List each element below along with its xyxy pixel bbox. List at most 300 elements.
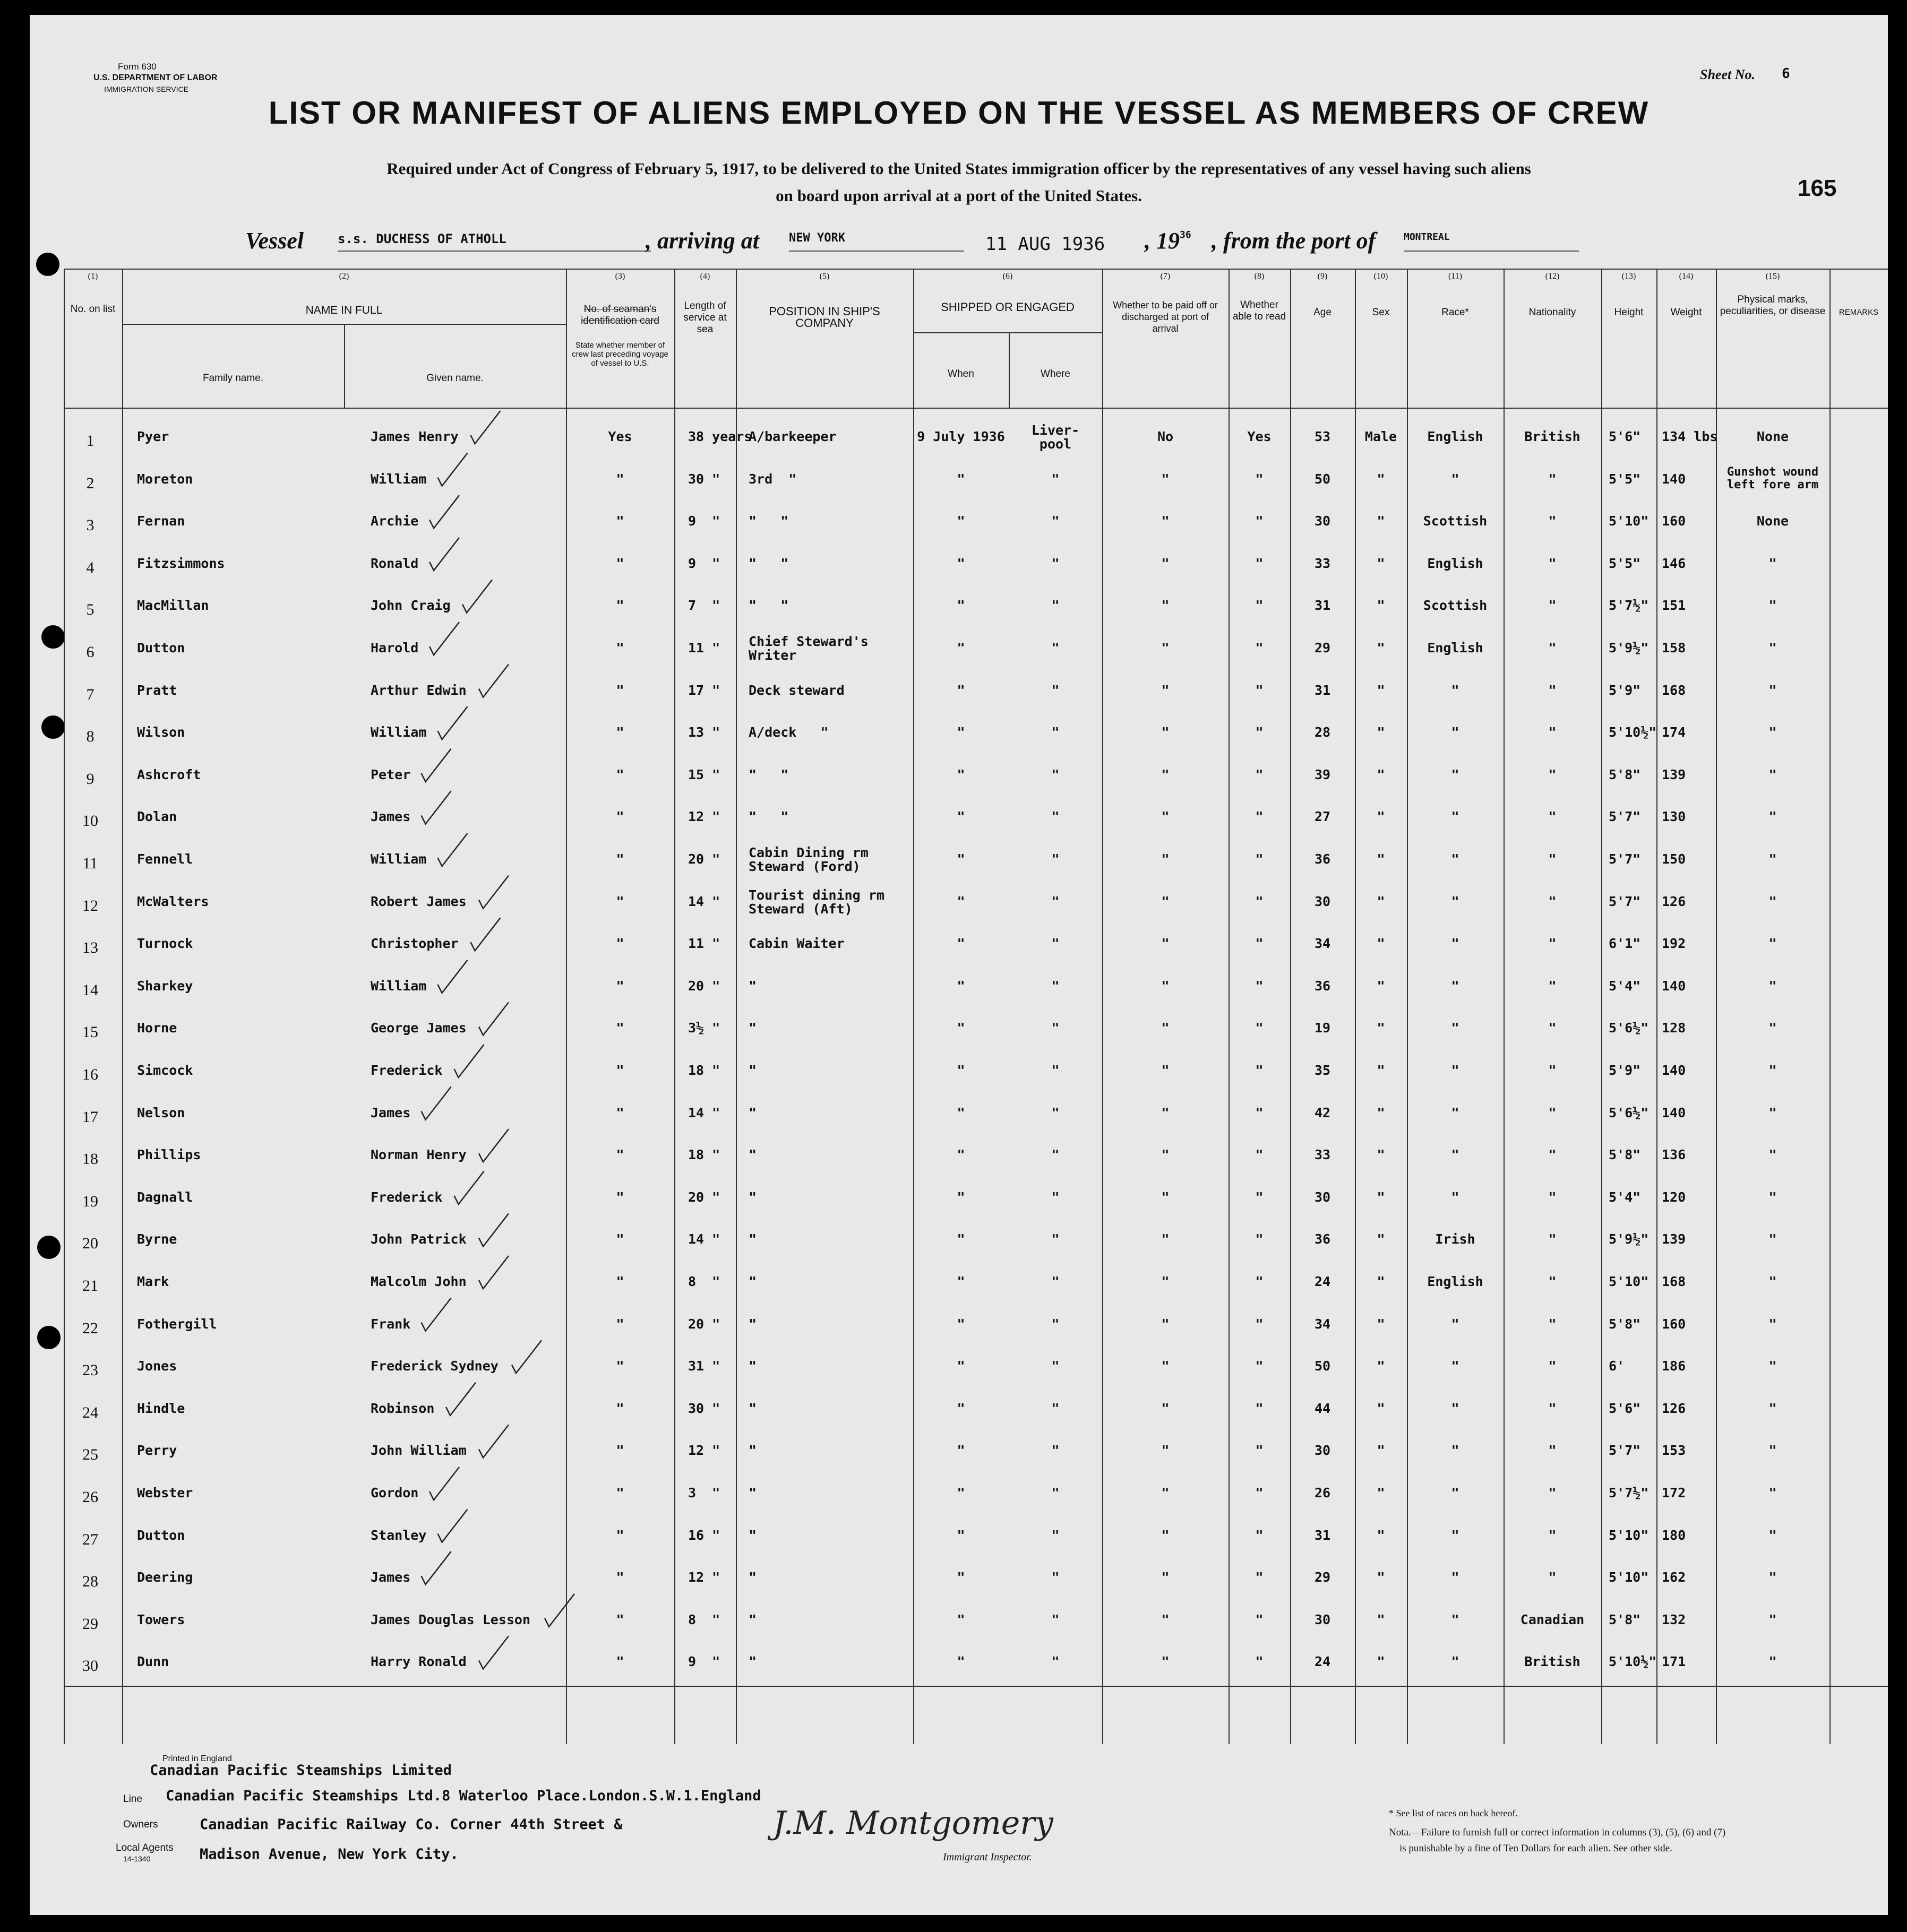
service-length: 18 ": [688, 1147, 720, 1163]
able-to-read: ": [1255, 1316, 1264, 1332]
shipped-where: ": [1051, 1443, 1060, 1459]
nationality: ": [1548, 1063, 1557, 1078]
position: A/deck ": [749, 724, 829, 740]
row-number: 26: [82, 1488, 98, 1506]
height: 6': [1609, 1358, 1625, 1374]
sheet-label: Sheet No.: [1700, 67, 1755, 82]
nationality: ": [1548, 682, 1557, 698]
prev-voyage: ": [616, 471, 624, 487]
service-length: 11 ": [688, 936, 720, 952]
age: 30: [1314, 893, 1331, 909]
prev-voyage: ": [616, 513, 624, 529]
check-mark: [479, 1002, 509, 1035]
row-number: 3: [86, 516, 95, 534]
col-when-header: When: [948, 368, 974, 380]
family-name: McWalters: [137, 893, 209, 909]
able-to-read: ": [1255, 555, 1264, 571]
check-mark: [438, 1510, 468, 1542]
given-name: Gordon: [371, 1485, 419, 1500]
col-remarks-header: REMARKS: [1839, 308, 1879, 317]
age: 24: [1314, 1274, 1331, 1289]
height: 5'5": [1609, 471, 1641, 487]
service-length: 14 ": [688, 1105, 720, 1120]
service-length: 14 ": [688, 893, 720, 909]
row-number: 28: [82, 1573, 98, 1591]
nationality: ": [1548, 724, 1557, 740]
physical-marks: ": [1768, 1485, 1777, 1500]
printed-note: Printed in England: [162, 1754, 232, 1763]
check-mark: [422, 749, 451, 782]
check-mark: [429, 495, 459, 528]
prev-voyage: ": [616, 766, 624, 782]
given-name: William: [371, 851, 427, 867]
height: 5'6": [1609, 429, 1641, 444]
age: 31: [1314, 682, 1331, 698]
sex: ": [1377, 1358, 1385, 1374]
row-number: 19: [82, 1192, 98, 1210]
shipped-when: ": [957, 1063, 965, 1078]
prev-voyage: ": [616, 1654, 624, 1670]
physical-marks: ": [1768, 1147, 1777, 1163]
weight: 132: [1662, 1611, 1686, 1627]
col-shipped-header: SHIPPED OR ENGAGED: [941, 300, 1075, 314]
nationality: ": [1548, 766, 1557, 782]
able-to-read: ": [1255, 1020, 1264, 1036]
col-sex-header: Sex: [1372, 307, 1390, 318]
position: ": [749, 1358, 757, 1374]
paid-off: ": [1161, 1105, 1170, 1120]
paid-off: ": [1161, 1654, 1170, 1670]
family-name: Dolan: [137, 809, 177, 825]
able-to-read: ": [1255, 724, 1264, 740]
sex: ": [1377, 640, 1385, 656]
line-address: Canadian Pacific Steamships Ltd.8 Waterloo Place.London.S.W.1.England: [166, 1788, 761, 1804]
position: ": [749, 1400, 757, 1416]
prev-voyage: ": [616, 936, 624, 952]
given-name: Frederick Sydney: [371, 1358, 499, 1374]
prev-voyage: ": [616, 1400, 624, 1416]
paid-off: ": [1161, 809, 1170, 825]
shipped-when: ": [957, 1400, 965, 1416]
row-number: 14: [82, 981, 98, 999]
weight: 168: [1662, 682, 1686, 698]
row-number: 7: [86, 685, 95, 703]
given-name: James: [371, 1105, 411, 1120]
prev-voyage: ": [616, 1527, 624, 1543]
height: 5'10": [1609, 1274, 1649, 1289]
shipped-where: ": [1051, 1316, 1060, 1332]
sex: ": [1377, 851, 1385, 867]
service-length: 30 ": [688, 471, 720, 487]
row-number: 12: [82, 896, 98, 915]
physical-marks: ": [1768, 1611, 1777, 1627]
given-name: James Douglas Lesson: [371, 1611, 531, 1627]
able-to-read: ": [1255, 978, 1264, 994]
position: ": [749, 1569, 757, 1585]
physical-marks: ": [1768, 893, 1777, 909]
shipped-when: ": [957, 936, 965, 952]
shipped-when: ": [957, 1020, 965, 1036]
row-number: 22: [82, 1319, 98, 1337]
nationality: ": [1548, 1485, 1557, 1500]
height: 5'6": [1609, 1400, 1641, 1416]
nationality: British: [1524, 1654, 1580, 1670]
able-to-read: ": [1255, 893, 1264, 909]
race: ": [1451, 1358, 1459, 1374]
weight: 160: [1662, 1316, 1686, 1332]
able-to-read: ": [1255, 1611, 1264, 1627]
prev-voyage: ": [616, 598, 624, 614]
position: Chief Steward's Writer: [749, 634, 869, 663]
given-name: Robert James: [371, 893, 467, 909]
from-port-underline: [1404, 251, 1579, 252]
shipped-when: ": [957, 1611, 965, 1627]
year-label: , 19: [1145, 228, 1180, 254]
weight: 168: [1662, 1274, 1686, 1289]
paid-off: ": [1161, 1485, 1170, 1500]
race: ": [1451, 1569, 1459, 1585]
owners-value: Canadian Pacific Railway Co. Corner 44th Street &: [200, 1816, 623, 1833]
shipped-where: ": [1051, 1611, 1060, 1627]
weight: 128: [1662, 1020, 1686, 1036]
family-name: Fitzsimmons: [137, 555, 225, 571]
check-mark: [422, 1298, 451, 1331]
shipped-where: ": [1051, 1358, 1060, 1374]
shipped-when: ": [957, 1316, 965, 1332]
family-name: Horne: [137, 1020, 177, 1036]
prev-voyage: ": [616, 1147, 624, 1163]
nationality: ": [1548, 809, 1557, 825]
family-name: Hindle: [137, 1400, 185, 1416]
shipped-when: ": [957, 851, 965, 867]
shipped-when: ": [957, 809, 965, 825]
family-name: Phillips: [137, 1147, 201, 1163]
service-length: 20 ": [688, 851, 720, 867]
age: 44: [1314, 1400, 1331, 1416]
shipped-when: ": [957, 766, 965, 782]
given-name: Ronald: [371, 555, 419, 571]
subtitle-line-1: Required under Act of Congress of February 5, 1917, to be delivered to the United States immigration officer by the representatives of any vessel having such aliens: [386, 159, 1531, 178]
nationality: ": [1548, 1189, 1557, 1205]
nationality: Canadian: [1520, 1611, 1585, 1627]
age: 30: [1314, 513, 1331, 529]
height: 5'7": [1609, 1443, 1641, 1459]
age: 30: [1314, 1611, 1331, 1627]
nationality: ": [1548, 555, 1557, 571]
shipped-where: ": [1051, 1400, 1060, 1416]
physical-marks: ": [1768, 1316, 1777, 1332]
weight: 140: [1662, 471, 1686, 487]
able-to-read: ": [1255, 513, 1264, 529]
shipped-when: ": [957, 1485, 965, 1500]
family-name: Fernan: [137, 513, 185, 529]
prev-voyage: ": [616, 1105, 624, 1120]
race: ": [1451, 1189, 1459, 1205]
paid-off: ": [1161, 1063, 1170, 1078]
given-name: Malcolm John: [371, 1274, 467, 1289]
paid-off: ": [1161, 598, 1170, 614]
age: 31: [1314, 598, 1331, 614]
given-name: Norman Henry: [371, 1147, 467, 1163]
paid-off: No: [1157, 429, 1174, 444]
service-length: 38 years: [688, 429, 752, 444]
able-to-read: ": [1255, 1654, 1264, 1670]
shipped-when: ": [957, 724, 965, 740]
given-name: Archie: [371, 513, 419, 529]
weight: 192: [1662, 936, 1686, 952]
weight: 162: [1662, 1569, 1686, 1585]
check-marks: [64, 269, 1888, 1744]
race: ": [1451, 1316, 1459, 1332]
weight: 139: [1662, 766, 1686, 782]
line-label: Line: [123, 1793, 142, 1805]
sex: ": [1377, 766, 1385, 782]
sex: ": [1377, 555, 1385, 571]
physical-marks: ": [1768, 851, 1777, 867]
prev-voyage: ": [616, 1063, 624, 1078]
position: Cabin Waiter: [749, 936, 845, 952]
weight: 134 lbs: [1662, 429, 1718, 444]
nationality: ": [1548, 471, 1557, 487]
race: ": [1451, 851, 1459, 867]
col-prev-voyage-header: State whether member of crew last preceding voyage of vessel to U.S.: [572, 341, 668, 368]
weight: 139: [1662, 1231, 1686, 1247]
given-name: John William: [371, 1443, 467, 1459]
sex: ": [1377, 1020, 1385, 1036]
prev-voyage: Yes: [608, 429, 632, 444]
position: ": [749, 1063, 757, 1078]
shipped-where: ": [1051, 1147, 1060, 1163]
family-name: Sharkey: [137, 978, 193, 994]
sex: ": [1377, 471, 1385, 487]
sex: ": [1377, 893, 1385, 909]
from-port-label: , from the port of: [1212, 228, 1376, 254]
height: 5'7": [1609, 893, 1641, 909]
sex: ": [1377, 936, 1385, 952]
paid-off: ": [1161, 1274, 1170, 1289]
weight: 130: [1662, 809, 1686, 825]
able-to-read: ": [1255, 851, 1264, 867]
prev-voyage: ": [616, 724, 624, 740]
arriving-label: , arriving at: [646, 228, 759, 254]
given-name: James: [371, 809, 411, 825]
position: ": [749, 1105, 757, 1120]
row-number: 15: [82, 1023, 98, 1041]
position: ": [749, 1443, 757, 1459]
nationality: ": [1548, 1231, 1557, 1247]
paid-off: ": [1161, 1020, 1170, 1036]
physical-marks: ": [1768, 1274, 1777, 1289]
row-number: 27: [82, 1530, 98, 1548]
age: 26: [1314, 1485, 1331, 1500]
age: 28: [1314, 724, 1331, 740]
shipped-when: ": [957, 1105, 965, 1120]
sex: ": [1377, 1611, 1385, 1627]
service-length: 17 ": [688, 682, 720, 698]
race: Irish: [1435, 1231, 1475, 1247]
physical-marks: None: [1756, 513, 1789, 529]
manifest-sheet: [30, 15, 1888, 1915]
sex: Male: [1364, 429, 1397, 444]
able-to-read: ": [1255, 1358, 1264, 1374]
col-idcard-header: No. of seaman's identification card: [581, 304, 659, 326]
shipped-when: ": [957, 1189, 965, 1205]
check-mark: [438, 706, 468, 739]
row-number: 23: [82, 1361, 98, 1379]
physical-marks: ": [1768, 1527, 1777, 1543]
subtitle-line-2: on board upon arrival at a port of the United States.: [776, 186, 1142, 205]
given-name: Harry Ronald: [371, 1654, 467, 1670]
shipped-where: ": [1051, 1063, 1060, 1078]
arrival-port: NEW YORK: [789, 231, 845, 245]
sex: ": [1377, 513, 1385, 529]
race: ": [1451, 1485, 1459, 1500]
shipped-when: ": [957, 1654, 965, 1670]
age: 50: [1314, 471, 1331, 487]
shipped-where: ": [1051, 598, 1060, 614]
nationality: ": [1548, 1569, 1557, 1585]
col-name-header: NAME IN FULL: [305, 304, 383, 316]
check-mark: [479, 1129, 509, 1162]
age: 53: [1314, 429, 1331, 444]
nationality: ": [1548, 978, 1557, 994]
sex: ": [1377, 809, 1385, 825]
row-number: 5: [86, 601, 95, 619]
crew-table: (1) No. on list (2) NAME IN FULL Family name. Given name. (3) No. of seaman's identification card State whether member of crew last preceding voyage of vessel to U.S. (4) Length of service at sea (5) POSITION IN SHIP'S COMPANY (6) SHIPPED OR ENGAGED When Where (7) Whether to be paid off or discharged at port of arrival (8) Whether able to read (9) Age (10) Sex (11) Race* (12) Nationality (13) Height (14) Weight (15) Physical marks, peculiarities, or disease REMARKS 1 Pyer James Henry Yes 38 years A/barkeeper 9 July 1936 Liver- pool No Yes 53 Male English British 5'6" 134 lbs None 2 Moreton William " 30 " 3rd " " " " " 50 " " " 5'5" 140 Gunshot wound left fore arm 3 Fernan Archie " 9 " " " " " " " 30 " Scottish " 5'10" 160 None 4 Fitzsimmons Ronald " 9 " " " " " " " 33 " English " 5'5" 146 " 5 MacMillan John Craig " 7 " " " " " " " 31 " Scottish " 5'7½" 151 " 6 Dutton Harold " 11 " Chief Steward's Writer " " " " 29 " English " 5'9½" 158 " 7 Pratt Arthur Edwin " 17 " Deck steward " " " " 31 " " " 5'9" 168 " 8 Wilson William " 13 " A/deck " " " " " 28 " " " 5'10½" 174 " 9 Ashcroft Peter " 15 " " " " " " " 39 " " " 5'8" 139 " 10 Dolan James " 12 " " " " " " " 27 " " " 5'7" 130 " 11 Fennell William " 20 " Cabin Dining rm Steward (Ford) " " " " 36 " " " 5'7" 150 " 12 McWalters Robert James " 14 " Tourist dining rm Steward (Aft) " " " " 30 " " " 5'7" 126 " 13 Turnock Christopher " 11 " Cabin Waiter " " " " 34 " " " 6'1" 192 " 14 Sharkey William " 20 " " " " " " 36 " " " 5'4" 140 " 15 Horne George James " 3½ " " " " " " 19 " " " 5'6½" 128 " 16 Simcock Frederick " 18 " " " " " " 35 " " " 5'9" 140 " 17 Nelson James " 14 " " " " " " 42 " " " 5'6½" 140 " 18 Phillips Norman Henry " 18 " " " " " " 33 " " " 5'8" 136 " 19 Dagnall Frederick " 20 " " " " " " 30 " " " 5'4" 120 " 20 Byrne John Patrick " 14 " " " " " " 36 " Irish " 5'9½" 139 " 21 Mark Malcolm John " 8 " " " " " " 24 " English " 5'10" 168 " 22 Fothergill Frank " 20 " " " " " " 34 " " " 5'8" 160 " 23 Jones Frederick Sydney " 31 " " " " " " 50 " " " 6' 186 " 24 Hindle Robinson " 30 " " " " " " 44 " " " 5'6" 126 " 25 Perry John William " 12 " " " " " " 30 " " " 5'7" 153 " 26 Webster Gordon " 3 " " " " " " 26 " " " 5'7½" 172 " 27 Dutton Stanley " 16 " " " " " " 31 " " " 5'10" 180 " 28 Deering James " 12 " " " " " " 29 " " " 5'10" 162 " 29 Towers James Douglas Lesson " 8 " " " " " " 30 " " Canadian 5'8" 132 " 30 Dunn Harry Ronald " 9 " " " " " " 24 " " British 5'10½" 171 ": [64, 269, 1888, 1744]
position: " ": [749, 766, 789, 782]
weight: 126: [1662, 893, 1686, 909]
sex: ": [1377, 1105, 1385, 1120]
able-to-read: ": [1255, 1274, 1264, 1289]
age: 39: [1314, 766, 1331, 782]
height: 5'7½": [1609, 598, 1649, 614]
prev-voyage: ": [616, 851, 624, 867]
shipped-where: ": [1051, 1527, 1060, 1543]
service-length: 12 ": [688, 1569, 720, 1585]
service-length: 18 ": [688, 1063, 720, 1078]
shipped-where: ": [1051, 766, 1060, 782]
check-mark: [438, 453, 468, 486]
col-weight-header: Weight: [1670, 307, 1702, 318]
row-number: 18: [82, 1150, 98, 1168]
able-to-read: ": [1255, 1231, 1264, 1247]
col-service-header: Length of service at sea: [683, 300, 727, 335]
paid-off: ": [1161, 1231, 1170, 1247]
paid-off: ": [1161, 640, 1170, 656]
paid-off: ": [1161, 936, 1170, 952]
agents-label: Local Agents: [116, 1842, 174, 1853]
given-name: Stanley: [371, 1527, 427, 1543]
race: ": [1451, 936, 1459, 952]
sex: ": [1377, 1654, 1385, 1670]
position: 3rd ": [749, 471, 797, 487]
paid-off: ": [1161, 978, 1170, 994]
col-nationality-header: Nationality: [1528, 307, 1576, 318]
row-number: 9: [86, 770, 95, 788]
paid-off: ": [1161, 555, 1170, 571]
family-name: Webster: [137, 1485, 193, 1500]
race: ": [1451, 978, 1459, 994]
height: 5'8": [1609, 766, 1641, 782]
height: 5'9½": [1609, 1231, 1649, 1247]
weight: 174: [1662, 724, 1686, 740]
check-mark: [471, 918, 501, 951]
paid-off: ": [1161, 1400, 1170, 1416]
prev-voyage: ": [616, 555, 624, 571]
row-number: 11: [82, 855, 98, 872]
nota-line-1: Nota.—Failure to furnish full or correct information in columns (3), (5), (6) and (7): [1389, 1827, 1726, 1838]
paid-off: ": [1161, 851, 1170, 867]
position: A/barkeeper: [749, 429, 837, 444]
form-number: Form 630: [118, 62, 157, 72]
shipped-where: ": [1051, 682, 1060, 698]
race: ": [1451, 724, 1459, 740]
check-mark: [479, 1213, 509, 1246]
given-name: Christopher: [371, 936, 459, 952]
check-mark: [479, 1636, 509, 1669]
nationality: ": [1548, 1105, 1557, 1120]
shipped-when: ": [957, 978, 965, 994]
race: ": [1451, 1147, 1459, 1163]
check-mark: [462, 580, 492, 613]
position: ": [749, 978, 757, 994]
given-name: William: [371, 978, 427, 994]
height: 5'9": [1609, 682, 1641, 698]
weight: 180: [1662, 1527, 1686, 1543]
physical-marks: ": [1768, 1358, 1777, 1374]
able-to-read: ": [1255, 1147, 1264, 1163]
shipped-where: Liver- pool: [1031, 422, 1080, 452]
age: 33: [1314, 555, 1331, 571]
shipped-where: ": [1051, 513, 1060, 529]
check-mark: [479, 876, 509, 909]
family-name: Perry: [137, 1443, 177, 1459]
service-length: 31 ": [688, 1358, 720, 1374]
weight: 140: [1662, 1105, 1686, 1120]
nationality: ": [1548, 1400, 1557, 1416]
race: ": [1451, 766, 1459, 782]
owners-label: Owners: [123, 1819, 158, 1830]
prev-voyage: ": [616, 1485, 624, 1500]
sex: ": [1377, 1147, 1385, 1163]
given-name: John Patrick: [371, 1231, 467, 1247]
physical-marks: ": [1768, 640, 1777, 656]
check-mark: [422, 791, 451, 824]
family-name: Dutton: [137, 1527, 185, 1543]
given-name: John Craig: [371, 598, 451, 614]
physical-marks: ": [1768, 1189, 1777, 1205]
service-length: 3½ ": [688, 1020, 720, 1036]
family-name: Simcock: [137, 1063, 193, 1078]
service-length: 30 ": [688, 1400, 720, 1416]
nationality: British: [1524, 429, 1580, 444]
page-title: LIST OR MANIFEST OF ALIENS EMPLOYED ON THE VESSEL AS MEMBERS OF CREW: [268, 95, 1650, 131]
sex: ": [1377, 598, 1385, 614]
position: " ": [749, 598, 789, 614]
sex: ": [1377, 1400, 1385, 1416]
able-to-read: ": [1255, 1105, 1264, 1120]
punch-hole: [36, 253, 59, 276]
weight: 151: [1662, 598, 1686, 614]
service-length: 3 ": [688, 1485, 720, 1500]
shipped-when: ": [957, 1147, 965, 1163]
age: 30: [1314, 1189, 1331, 1205]
physical-marks: ": [1768, 682, 1777, 698]
col-position-header: POSITION IN SHIP'S COMPANY: [769, 305, 880, 330]
family-name: Dutton: [137, 640, 185, 656]
prev-voyage: ": [616, 682, 624, 698]
check-mark: [454, 1171, 484, 1204]
